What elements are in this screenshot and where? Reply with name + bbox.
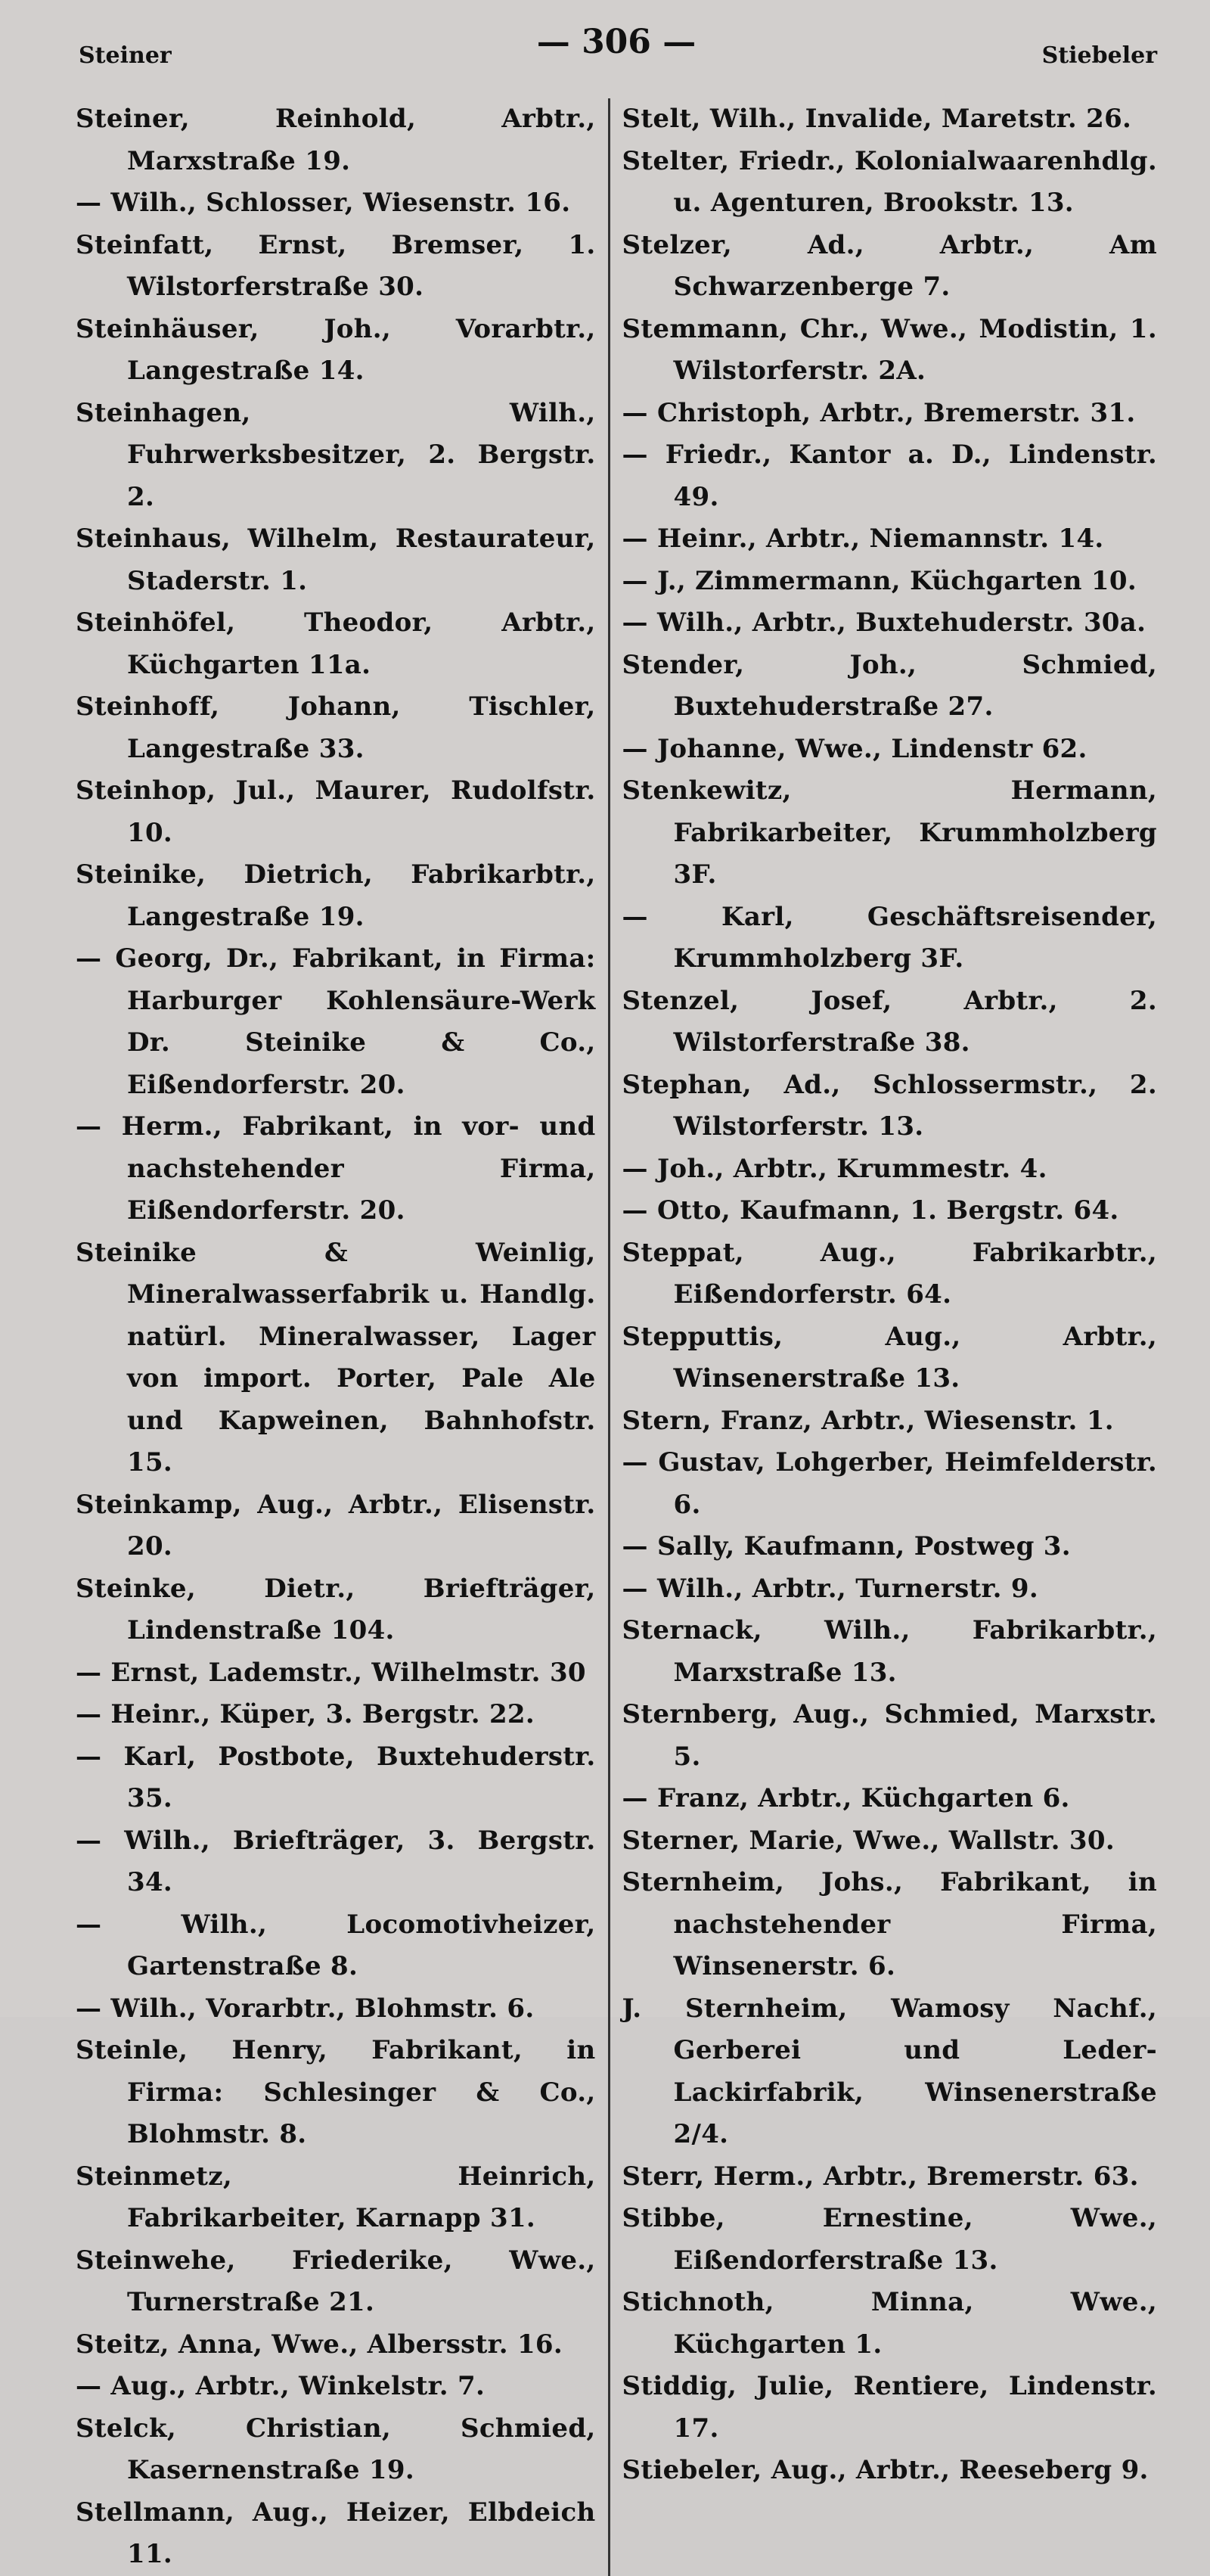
column-divider bbox=[608, 98, 610, 2576]
directory-entry: — Karl, Geschäftsreisender, Krummholzberg 3F. bbox=[622, 901, 1157, 974]
page-number: — 306 — bbox=[536, 23, 697, 61]
directory-entry: Steinhaus, Wilhelm, Restaurateur, Staderstr. 1. bbox=[76, 524, 596, 596]
directory-entry: Steinhoff, Johann, Tischler, Langestraße 33. bbox=[76, 691, 596, 764]
directory-entry: Steitz, Anna, Wwe., Albersstr. 16. bbox=[76, 2329, 563, 2360]
directory-entry: Steinhäuser, Joh., Vorarbtr., Langestraße 14. bbox=[76, 313, 596, 386]
directory-entry: — Karl, Postbote, Buxtehuderstr. 35. bbox=[76, 1741, 596, 1813]
directory-entry: — Wilh., Arbtr., Turnerstr. 9. bbox=[622, 1573, 1038, 1604]
directory-entry: — Friedr., Kantor a. D., Lindenstr. 49. bbox=[622, 440, 1157, 512]
directory-entry: — Johanne, Wwe., Lindenstr 62. bbox=[622, 733, 1087, 764]
directory-entry: Stelt, Wilh., Invalide, Maretstr. 26. bbox=[622, 104, 1132, 134]
directory-entry: Steinmetz, Heinrich, Fabrikarbeiter, Karnapp 31. bbox=[76, 2161, 596, 2233]
directory-entry: Stelck, Christian, Schmied, Kasernenstraße 19. bbox=[76, 2413, 596, 2485]
directory-entry: Stender, Joh., Schmied, Buxtehuderstraße 27. bbox=[622, 649, 1157, 722]
directory-entry: Stenkewitz, Hermann, Fabrikarbeiter, Krummholzberg 3F. bbox=[622, 775, 1157, 890]
directory-entry: — Georg, Dr., Fabrikant, in Firma: Harburger Kohlensäure-Werk Dr. Steinike & Co., Eißendorferstr. 20. bbox=[76, 943, 596, 1100]
directory-entry: — Christoph, Arbtr., Bremerstr. 31. bbox=[622, 397, 1136, 428]
page-header bbox=[76, 23, 1157, 68]
directory-entry: Steiner, Reinhold, Arbtr., Marxstraße 19. bbox=[76, 104, 596, 176]
directory-entry: Steinke, Dietr., Briefträger, Lindenstraße 104. bbox=[76, 1573, 596, 1645]
right-column bbox=[615, 98, 1157, 2576]
directory-entry: Stelzer, Ad., Arbtr., Am Schwarzenberge 7. bbox=[622, 229, 1157, 302]
directory-entry: Stern, Franz, Arbtr., Wiesenstr. 1. bbox=[622, 1405, 1114, 1436]
directory-entry: Steinike & Weinlig, Mineralwasserfabrik u. Handlg. natürl. Mineralwasser, Lager von import. Porter, Pale Ale und Kapweinen, Bahnhofstr. 15. bbox=[76, 1237, 596, 1478]
directory-entry: Steinwehe, Friederike, Wwe., Turnerstraße 21. bbox=[76, 2245, 596, 2317]
directory-entry: — Sally, Kaufmann, Postweg 3. bbox=[622, 1531, 1071, 1561]
directory-entry: Steinkamp, Aug., Arbtr., Elisenstr. 20. bbox=[76, 1489, 596, 1561]
directory-entry: Stichnoth, Minna, Wwe., Küchgarten 1. bbox=[622, 2287, 1157, 2360]
directory-entry: — Aug., Arbtr., Winkelstr. 7. bbox=[76, 2371, 486, 2401]
directory-entry: Stemmann, Chr., Wwe., Modistin, 1. Wilstorferstr. 2A. bbox=[622, 313, 1157, 386]
directory-entry: Stephan, Ad., Schlossermstr., 2. Wilstorferstr. 13. bbox=[622, 1069, 1157, 1142]
directory-entry: J. Sternheim, Wamosy Nachf., Gerberei und Leder-Lackirfabrik, Winsenerstraße 2/4. bbox=[622, 1993, 1157, 2149]
directory-entry: Sterr, Herm., Arbtr., Bremerstr. 63. bbox=[622, 2161, 1139, 2192]
directory-entry: — Gustav, Lohgerber, Heimfelderstr. 6. bbox=[622, 1447, 1157, 1520]
directory-entry: — Heinr., Arbtr., Niemannstr. 14. bbox=[622, 524, 1104, 554]
directory-entry: — J., Zimmermann, Küchgarten 10. bbox=[622, 565, 1137, 596]
directory-entry: — Herm., Fabrikant, in vor- und nachstehender Firma, Eißendorferstr. 20. bbox=[76, 1111, 596, 1226]
directory-entry: — Wilh., Vorarbtr., Blohmstr. 6. bbox=[76, 1993, 535, 2024]
directory-entry: Stepputtis, Aug., Arbtr., Winsenerstraße 13. bbox=[622, 1321, 1157, 1394]
directory-entry: Steinhagen, Wilh., Fuhrwerksbesitzer, 2. Bergstr. 2. bbox=[76, 397, 596, 512]
directory-entry: Steinle, Henry, Fabrikant, in Firma: Schlesinger & Co., Blohmstr. 8. bbox=[76, 2035, 596, 2149]
directory-entry: — Wilh., Briefträger, 3. Bergstr. 34. bbox=[76, 1825, 596, 1897]
directory-entry: — Franz, Arbtr., Küchgarten 6. bbox=[622, 1783, 1070, 1813]
directory-entry: Stellmann, Aug., Heizer, Elbdeich 11. bbox=[76, 2497, 596, 2569]
directory-entry: Stenzel, Josef, Arbtr., 2. Wilstorferstraße 38. bbox=[622, 985, 1157, 1058]
left-column bbox=[76, 98, 603, 2576]
directory-entry: Steinhop, Jul., Maurer, Rudolfstr. 10. bbox=[76, 775, 596, 848]
directory-entry: — Wilh., Arbtr., Buxtehuderstr. 30a. bbox=[622, 607, 1146, 638]
directory-entry: Steinhöfel, Theodor, Arbtr., Küchgarten 11a. bbox=[76, 607, 596, 680]
directory-entry: — Ernst, Lademstr., Wilhelmstr. 30 bbox=[76, 1657, 586, 1688]
directory-entry: — Wilh., Locomotivheizer, Gartenstraße 8. bbox=[76, 1909, 596, 1981]
directory-entry: Sterner, Marie, Wwe., Wallstr. 30. bbox=[622, 1825, 1115, 1856]
directory-entry: — Heinr., Küper, 3. Bergstr. 22. bbox=[76, 1699, 535, 1729]
directory-entry: Steinfatt, Ernst, Bremser, 1. Wilstorferstraße 30. bbox=[76, 229, 596, 302]
directory-entry: Stibbe, Ernestine, Wwe., Eißendorferstraße 13. bbox=[622, 2203, 1157, 2276]
directory-entry: — Wilh., Schlosser, Wiesenstr. 16. bbox=[76, 188, 571, 218]
header-first-name: Steiner bbox=[79, 42, 172, 69]
directory-entry: Stiddig, Julie, Rentiere, Lindenstr. 17. bbox=[622, 2371, 1157, 2444]
directory-entry: Sternberg, Aug., Schmied, Marxstr. 5. bbox=[622, 1699, 1157, 1772]
columns bbox=[76, 98, 1157, 2576]
directory-entry: Stiebeler, Aug., Arbtr., Reeseberg 9. bbox=[622, 2455, 1149, 2485]
directory-entry: — Otto, Kaufmann, 1. Bergstr. 64. bbox=[622, 1195, 1119, 1226]
header-last-name: Stiebeler bbox=[1041, 42, 1157, 69]
directory-entry: — Joh., Arbtr., Krummestr. 4. bbox=[622, 1153, 1047, 1184]
directory-entry: Stelter, Friedr., Kolonialwaarenhdlg. u. Agenturen, Brookstr. 13. bbox=[622, 145, 1157, 218]
directory-entry: Sternheim, Johs., Fabrikant, in nachstehender Firma, Winsenerstr. 6. bbox=[622, 1867, 1157, 1981]
directory-entry: Steppat, Aug., Fabrikarbtr., Eißendorferstr. 64. bbox=[622, 1237, 1157, 1310]
directory-entry: Steinike, Dietrich, Fabrikarbtr., Langestraße 19. bbox=[76, 859, 596, 932]
directory-entry: Sternack, Wilh., Fabrikarbtr., Marxstraße 13. bbox=[622, 1615, 1157, 1688]
